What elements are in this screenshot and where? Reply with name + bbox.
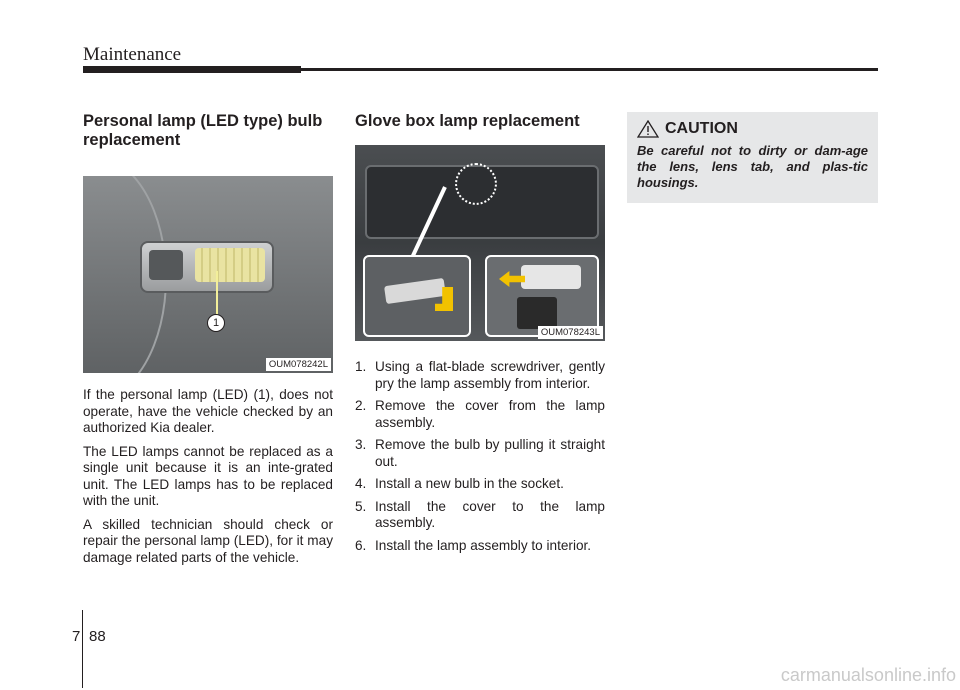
page-number: 88	[89, 628, 106, 645]
step-list	[355, 359, 605, 554]
chapter-number: 7	[72, 628, 81, 645]
lamp-switch-icon	[149, 250, 183, 280]
list-item: 5. Install the cover to the lamp assembly.	[355, 498, 605, 530]
caution-box	[627, 112, 878, 203]
caution-text: Be careful not to dirty or dam-age the lens, lens tab, and plas-tic housings.	[637, 143, 868, 190]
glove-box-section	[355, 112, 605, 560]
caution-title: CAUTION	[665, 120, 738, 137]
paragraph: The LED lamps cannot be replaced as a single unit because it is an inte-grated unit. The LED lamps has to be replaced with the unit.	[83, 443, 333, 508]
caution-column	[627, 112, 878, 203]
footer-rule	[82, 610, 83, 688]
lamp-location-circle	[455, 163, 497, 205]
cover-detail-inset	[485, 255, 599, 337]
list-item: 6. Install the lamp assembly to interior.	[355, 537, 592, 553]
list-item: 4. Install a new bulb in the socket.	[355, 476, 564, 491]
list-item: 2. Remove the cover from the lamp assembly.	[355, 398, 605, 430]
glove-box-heading: Glove box lamp replacement	[355, 112, 580, 130]
list-item: 1. Using a flat-blade screwdriver, gently pry the lamp assembly from interior.	[355, 359, 605, 391]
callout-leader	[216, 271, 218, 316]
lamp-assembly	[521, 265, 581, 289]
paragraph: If the personal lamp (LED) (1), does not operate, have the vehicle checked by an authorized Kia dealer.	[83, 387, 333, 435]
warning-triangle-icon	[637, 120, 659, 138]
caution-header	[637, 120, 868, 138]
personal-lamp-heading: Personal lamp (LED type) bulb replacement	[83, 112, 323, 149]
section-title: Maintenance	[83, 44, 182, 65]
lamp-cover	[517, 297, 557, 329]
personal-lamp-section	[83, 112, 333, 573]
led-lens	[195, 248, 265, 282]
personal-lamp-figure	[83, 176, 333, 373]
list-item: 3. Remove the bulb by pulling it straight out.	[355, 437, 605, 469]
glove-box-figure	[355, 145, 605, 341]
callout-number: 1	[207, 314, 225, 332]
figure-code: OUM078243L	[538, 326, 603, 339]
watermark: carmanualsonline.info	[780, 665, 956, 685]
figure-code: OUM078242L	[266, 358, 331, 371]
header-rule-accent	[83, 66, 301, 73]
pry-detail-inset	[363, 255, 471, 337]
paragraph: A skilled technician should check or repair the personal lamp (LED), for it may damage related parts of the vehicle.	[83, 516, 333, 565]
lamp-lens	[384, 278, 446, 304]
